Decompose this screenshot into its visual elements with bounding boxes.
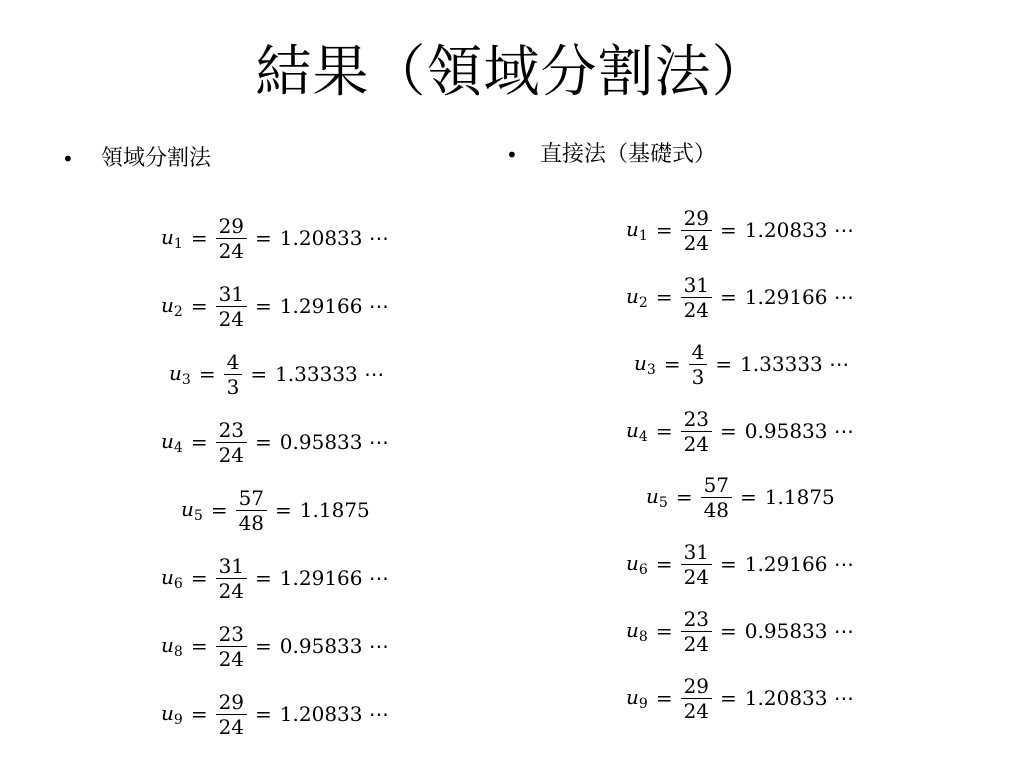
right-equation-u1 <box>626 202 854 258</box>
decimal-value: 0.95833 ⋯ <box>744 419 854 443</box>
right-equation-u3 <box>634 336 849 392</box>
variable: $u_5$ <box>181 496 203 524</box>
equals-sign: = <box>275 498 292 522</box>
decimal-value: 1.29166 ⋯ <box>744 285 854 309</box>
equals-sign: = <box>720 285 737 309</box>
variable: $u_9$ <box>626 684 648 712</box>
variable: $u_6$ <box>161 564 183 592</box>
equals-sign: = <box>655 552 673 576</box>
decimal-value: 0.95833 ⋯ <box>279 430 389 454</box>
decimal-value: 1.1875 <box>764 485 835 509</box>
variable: $u_4$ <box>626 417 648 445</box>
equals-sign: = <box>255 430 272 454</box>
equals-sign: = <box>655 419 673 443</box>
variable: $u_3$ <box>169 360 191 388</box>
fraction: $\frac{23}{24}$ <box>216 622 247 671</box>
variable: $u_3$ <box>634 350 656 378</box>
fraction: $\frac{31}{24}$ <box>216 554 247 603</box>
left-equation-u1 <box>161 210 389 266</box>
decimal-value: 0.95833 ⋯ <box>279 634 389 658</box>
equals-sign: = <box>250 362 268 386</box>
variable: $u_9$ <box>161 700 183 728</box>
equals-sign: = <box>715 352 733 376</box>
equals-sign: = <box>198 362 216 386</box>
left-equation-u3 <box>169 346 384 402</box>
equals-sign: = <box>255 226 272 250</box>
equals-sign: = <box>190 430 208 454</box>
equals-sign: = <box>255 566 272 590</box>
fraction: $\frac{57}{48}$ <box>236 486 267 535</box>
equals-sign: = <box>740 485 757 509</box>
left-heading: 領域分割法 <box>101 146 212 171</box>
fraction: $\frac{29}{24}$ <box>216 214 247 263</box>
fraction: $\frac{4}{3}$ <box>224 350 243 399</box>
right-heading: 直接法（基礎式） <box>540 142 717 167</box>
fraction: $\frac{23}{24}$ <box>681 607 712 656</box>
equals-sign: = <box>255 634 272 658</box>
variable: $u_2$ <box>161 292 183 320</box>
right-equation-u9 <box>626 670 854 726</box>
equals-sign: = <box>655 619 673 643</box>
equals-sign: = <box>720 619 737 643</box>
equals-sign: = <box>675 485 693 509</box>
equals-sign: = <box>663 352 681 376</box>
decimal-value: 1.20833 ⋯ <box>744 218 854 242</box>
equals-sign: = <box>655 686 673 710</box>
equals-sign: = <box>720 686 737 710</box>
variable: $u_8$ <box>626 617 648 645</box>
left-equation-u8 <box>161 618 389 674</box>
variable: $u_4$ <box>161 428 183 456</box>
decimal-value: 1.20833 ⋯ <box>744 686 854 710</box>
fraction: $\frac{31}{24}$ <box>216 282 247 331</box>
equals-sign: = <box>720 419 737 443</box>
fraction: $\frac{31}{24}$ <box>681 540 712 589</box>
equals-sign: = <box>655 218 673 242</box>
equals-sign: = <box>720 552 737 576</box>
decimal-value: 1.20833 ⋯ <box>279 702 389 726</box>
variable: $u_1$ <box>161 224 183 252</box>
decimal-value: 1.33333 ⋯ <box>275 362 385 386</box>
equals-sign: = <box>255 294 272 318</box>
left-equation-u2 <box>161 278 389 334</box>
decimal-value: 1.20833 ⋯ <box>279 226 389 250</box>
decimal-value: 0.95833 ⋯ <box>744 619 854 643</box>
variable: $u_6$ <box>626 550 648 578</box>
fraction: $\frac{23}{24}$ <box>216 418 247 467</box>
fraction: $\frac{23}{24}$ <box>681 407 712 456</box>
right-equation-u6 <box>626 536 854 592</box>
left-bullet: • <box>62 147 74 171</box>
right-equation-u8 <box>626 603 854 659</box>
fraction: $\frac{31}{24}$ <box>681 273 712 322</box>
equals-sign: = <box>190 566 208 590</box>
decimal-value: 1.33333 ⋯ <box>740 352 850 376</box>
decimal-value: 1.29166 ⋯ <box>279 566 389 590</box>
fraction: $\frac{29}{24}$ <box>216 690 247 739</box>
right-equation-u5 <box>646 469 835 525</box>
decimal-value: 1.1875 <box>299 498 370 522</box>
left-equation-u6 <box>161 550 389 606</box>
fraction: $\frac{29}{24}$ <box>681 206 712 255</box>
fraction: $\frac{57}{48}$ <box>701 473 732 522</box>
right-bullet: • <box>506 143 518 167</box>
left-equation-u5 <box>181 482 370 538</box>
decimal-value: 1.29166 ⋯ <box>744 552 854 576</box>
equals-sign: = <box>210 498 228 522</box>
equals-sign: = <box>190 226 208 250</box>
right-equation-u4 <box>626 403 854 459</box>
equals-sign: = <box>190 634 208 658</box>
variable: $u_2$ <box>626 283 648 311</box>
equals-sign: = <box>190 702 208 726</box>
left-equation-u4 <box>161 414 389 470</box>
decimal-value: 1.29166 ⋯ <box>279 294 389 318</box>
equals-sign: = <box>255 702 272 726</box>
left-equation-u9 <box>161 686 389 742</box>
variable: $u_5$ <box>646 483 668 511</box>
slide-title: 結果（領域分割法） <box>255 40 769 105</box>
equals-sign: = <box>720 218 737 242</box>
fraction: $\frac{4}{3}$ <box>689 340 708 389</box>
right-equation-u2 <box>626 269 854 325</box>
equals-sign: = <box>655 285 673 309</box>
equals-sign: = <box>190 294 208 318</box>
fraction: $\frac{29}{24}$ <box>681 674 712 723</box>
variable: $u_1$ <box>626 216 648 244</box>
variable: $u_8$ <box>161 632 183 660</box>
